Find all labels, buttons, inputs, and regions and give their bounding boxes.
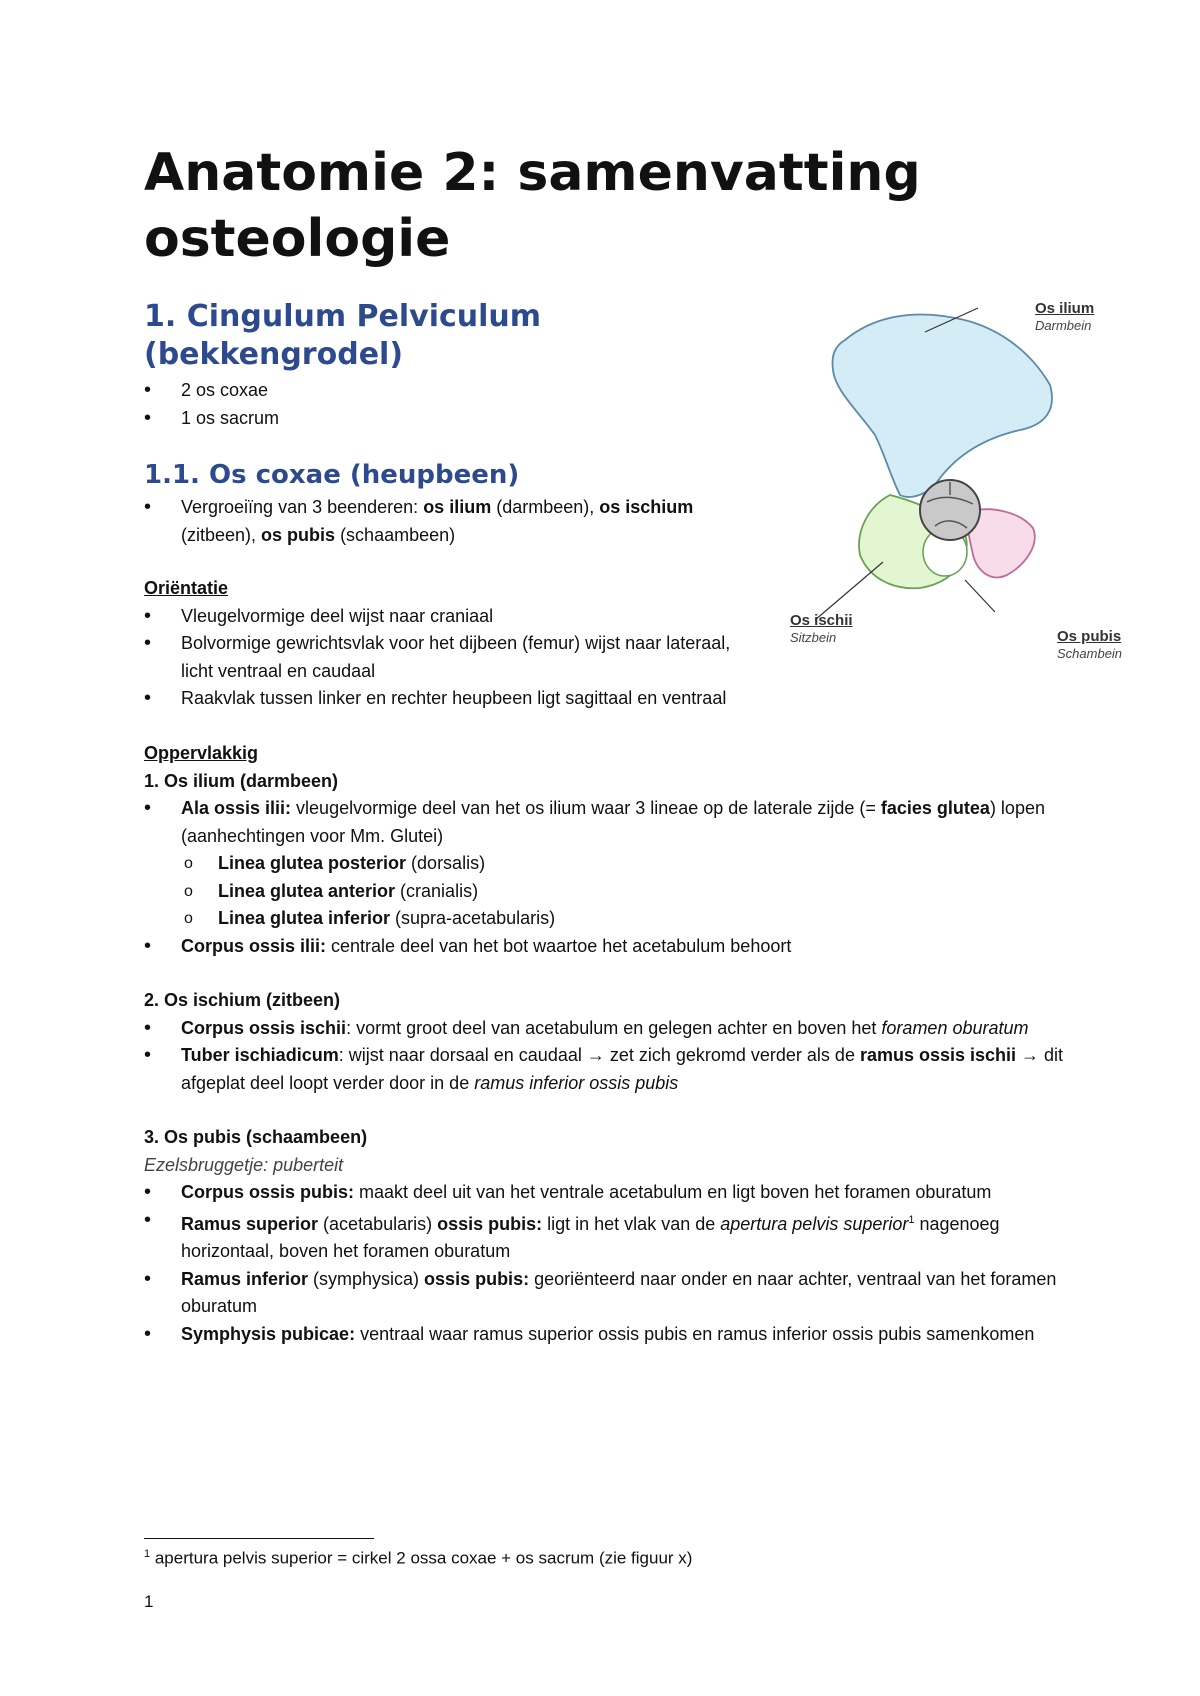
list-item: • Symphysis pubicae: ventraal waar ramus superior ossis pubis en ramus inferior ossis pubis samenkomen xyxy=(144,1321,1064,1349)
list-item: • Corpus ossis ischii: vormt groot deel van acetabulum en gelegen achter en boven het foramen oburatum xyxy=(144,1015,1064,1043)
list-item: • Bolvormige gewrichtsvlak voor het dijbeen (femur) wijst naar lateraal, licht ventraal en caudaal xyxy=(144,630,754,685)
page-title: Anatomie 2: samenvatting osteologie xyxy=(144,143,921,269)
hip-bone-figure xyxy=(785,290,1155,670)
list-item: • Vergroeiïng van 3 beenderen: os ilium (darmbeen), os ischium (zitbeen), os pubis (schaambeen) xyxy=(144,494,754,549)
os-coxae-list xyxy=(144,494,754,549)
label-os-ilium: Os ilium xyxy=(1035,300,1095,317)
label-schambein: Schambein xyxy=(1057,646,1123,661)
label-sitzbein: Sitzbein xyxy=(790,630,837,645)
label-darmbein: Darmbein xyxy=(1035,318,1092,333)
list-item: • Ala ossis ilii: vleugelvormige deel van het os ilium waar 3 lineae op de laterale zijde (= facies glutea) lopen (aanhechtingen voor Mm. Glutei) xyxy=(144,795,1064,850)
label-os-pubis: Os pubis xyxy=(1057,628,1122,645)
ilium-shape xyxy=(833,314,1052,496)
section-heading-cingulum: 1. Cingulum Pelviculum (bekkengrodel) xyxy=(144,299,542,372)
list-item: o Linea glutea anterior (cranialis) xyxy=(144,878,1064,906)
list-item: o Linea glutea inferior (supra-acetabularis) xyxy=(144,905,1064,933)
footnote-ref[interactable]: 1 xyxy=(908,1213,915,1226)
orientatie-heading: Oriëntatie xyxy=(144,578,229,598)
page-number: 1 xyxy=(144,1592,154,1611)
pubis-heading: 3. Os pubis (schaambeen) xyxy=(144,1127,368,1147)
mnemonic: Ezelsbruggetje: puberteit xyxy=(144,1154,344,1175)
list-item: • Ramus inferior (symphysica) ossis pubis: georiënteerd naar onder en naar achter, ventraal van het foramen oburatum xyxy=(144,1266,1064,1321)
list-item: • Corpus ossis pubis: maakt deel uit van het ventrale acetabulum en ligt boven het foramen oburatum xyxy=(144,1179,1064,1207)
list-item: • Ramus superior (acetabularis) ossis pubis: ligt in het vlak van de apertura pelvis superior$^1$ nagenoeg horizontaal, boven het foramen oburatum xyxy=(144,1207,1064,1266)
list-item: • Vleugelvormige deel wijst naar craniaal xyxy=(144,603,754,631)
list-item: • Tuber ischiadicum: wijst naar dorsaal en caudaal → zet zich gekromd verder als de ramus ossis ischii → dit afgeplat deel loopt verder door in de ramus inferior ossis pubis xyxy=(144,1042,1064,1097)
list-item: • Corpus ossis ilii: centrale deel van het bot waartoe het acetabulum behoort xyxy=(144,933,1064,961)
list-item: o Linea glutea posterior (dorsalis) xyxy=(144,850,1064,878)
ilium-heading: 1. Os ilium (darmbeen) xyxy=(144,770,339,791)
list-item: • 2 os coxae xyxy=(144,377,1064,405)
list-item: • Raakvlak tussen linker en rechter heupbeen ligt sagittaal en ventraal xyxy=(144,685,1081,713)
footnote-divider xyxy=(144,1538,374,1539)
orientatie-section xyxy=(144,575,754,713)
section-heading-os-coxae: 1.1. Os coxae (heupbeen) xyxy=(144,460,520,490)
footnote: $^1$ apertura pelvis superior = cirkel 2 ossa coxae + os sacrum (zie figuur x) xyxy=(144,1548,693,1568)
oppervlakkig-section xyxy=(144,740,1064,1348)
list-item: • 1 os sacrum xyxy=(144,405,1064,433)
oppervlakkig-heading: Oppervlakkig xyxy=(144,743,259,763)
label-os-ischii: Os ischii xyxy=(790,612,853,629)
ischium-heading: 2. Os ischium (zitbeen) xyxy=(144,990,341,1010)
